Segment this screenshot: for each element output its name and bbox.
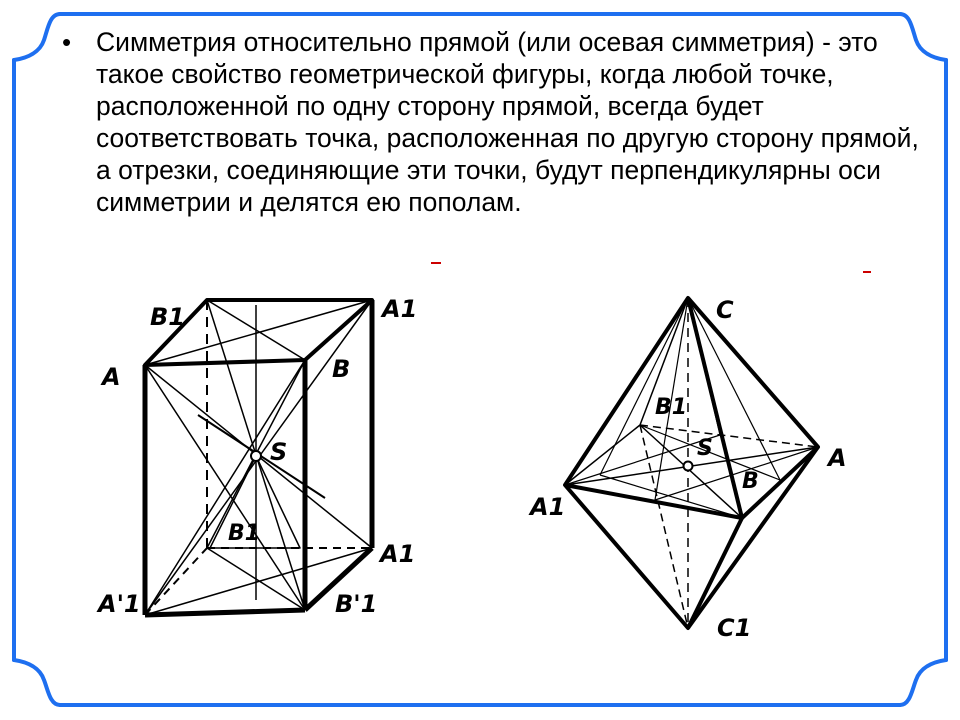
label-b: B [742, 469, 759, 494]
label-a1: A1 [530, 493, 566, 521]
prism-edge [145, 610, 305, 615]
label-a: A [828, 444, 847, 472]
label-c1: C1 [717, 614, 752, 642]
prism-hidden-edge [145, 548, 207, 615]
center-point-s [251, 451, 261, 461]
label-a1-prime: A'1 [98, 590, 141, 618]
label-b1-prime: B'1 [335, 590, 378, 618]
bullet-point: • [62, 27, 72, 57]
label-b1-top: B1 [150, 303, 185, 331]
prism-diagonal [145, 360, 305, 615]
center-point-s [684, 462, 693, 471]
label-s: S [270, 438, 288, 466]
label-b1-inner: B1 [228, 521, 261, 546]
prism-figure [145, 300, 372, 615]
octahedron-face-line [600, 298, 688, 475]
label-s: S [697, 436, 713, 461]
label-b1: B1 [655, 395, 688, 420]
label-a: A [102, 363, 121, 391]
label-c: C [716, 296, 734, 324]
label-a1-right: A1 [380, 540, 416, 568]
octahedron-figure [565, 298, 818, 628]
octahedron-edge [688, 518, 742, 628]
label-a1-top: A1 [382, 295, 418, 323]
definition-paragraph: Симметрия относительно прямой (или осевая симметрия) - это такое свойство геометрической фигуры, когда любой точке, расположенной по одну сторону прямой, всегда будет соответствовать точка, расположенная по другую сторону прямой, а отрезки, соединяющие эти точки, будут перпендикулярны оси симметрии и делятся ею пополам. [96, 27, 919, 217]
label-b: B [332, 355, 351, 383]
